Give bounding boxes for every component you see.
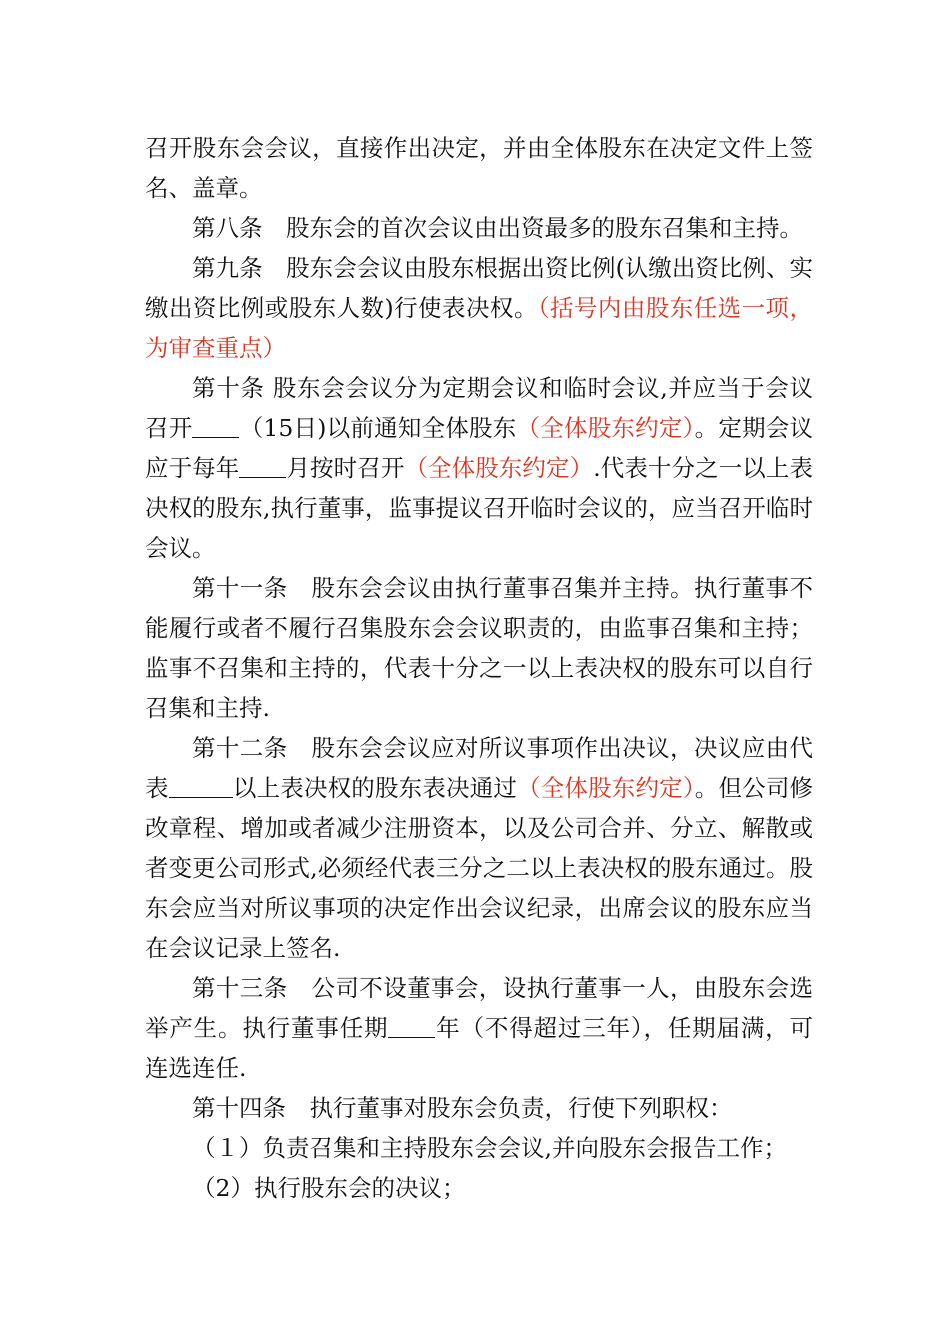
fill-in-blank — [239, 451, 286, 478]
body-text: 第十二条 股东会会议应对所议事项作出决议，决议应由代表 — [145, 734, 813, 802]
article-11 — [145, 568, 813, 728]
red-annotation: （全体股东约定） — [516, 414, 695, 442]
paragraph-continuation — [145, 128, 813, 208]
body-text: （15日)以前通知全体股东 — [239, 414, 517, 442]
body-text: .代表十分之一以上表决权的股东,执行董事，监事提议召开临时会议的，应当召开临时会议。 — [145, 454, 813, 562]
body-text: 第十三条 公司不设董事会，设执行董事一人，由股东会选举产生。执行董事任期 — [145, 974, 813, 1042]
body-text: 第十一条 股东会会议由执行董事召集并主持。执行董事不能履行或者不履行召集股东会会议职责的，由监事召集和主持；监事不召集和主持的，代表十分之一以上表决权的股东可以自行召集和主持. — [145, 574, 813, 722]
body-text: 第十四条 执行董事对股东会负责，行使下列职权： — [192, 1094, 733, 1122]
article-14 — [145, 1088, 813, 1128]
body-text: 第八条 股东会的首次会议由出资最多的股东召集和主持。 — [192, 214, 803, 242]
fill-in-blank — [192, 411, 239, 438]
article-10 — [145, 368, 813, 568]
article-9 — [145, 248, 813, 368]
fill-in-blank — [169, 771, 233, 798]
body-text: 。定期会议应于每年 — [145, 414, 814, 482]
red-annotation: （全体股东约定） — [404, 454, 594, 482]
body-text: （１）负责召集和主持股东会会议,并向股东会报告工作； — [192, 1134, 787, 1162]
body-text: 月按时召开 — [286, 454, 405, 482]
red-annotation: （括号内由股东任选一项，为审查重点） — [145, 294, 814, 362]
body-text: 第九条 股东会会议由股东根据出资比例(认缴出资比例、实缴出资比例或股东人数)行使表决权。 — [145, 254, 813, 322]
body-text: 年（不得超过三年），任期届满，可连选连任. — [145, 1014, 814, 1082]
article-8 — [145, 208, 813, 248]
document-body — [145, 128, 813, 1208]
body-text: 第十条 股东会会议分为定期会议和临时会议,并应当于会议召开 — [145, 374, 813, 442]
article-13 — [145, 968, 813, 1088]
article-14-item-2 — [145, 1168, 813, 1208]
article-14-item-1 — [145, 1128, 813, 1168]
body-text: （2）执行股东会的决议； — [192, 1174, 466, 1202]
article-12 — [145, 728, 813, 968]
body-text: 以上表决权的股东表决通过 — [232, 774, 518, 802]
red-annotation: （全体股东约定） — [517, 774, 695, 802]
body-text: 召开股东会会议，直接作出决定，并由全体股东在决定文件上签名、盖章。 — [145, 134, 813, 202]
fill-in-blank — [388, 1011, 435, 1038]
body-text: 。但公司修改章程、增加或者减少注册资本，以及公司合并、分立、解散或者变更公司形式,必须经代表三分之二以上表决权的股东通过。股东会应当对所议事项的决定作出会议纪录，出席会议的股东应当在会议记录上签名. — [145, 774, 814, 962]
